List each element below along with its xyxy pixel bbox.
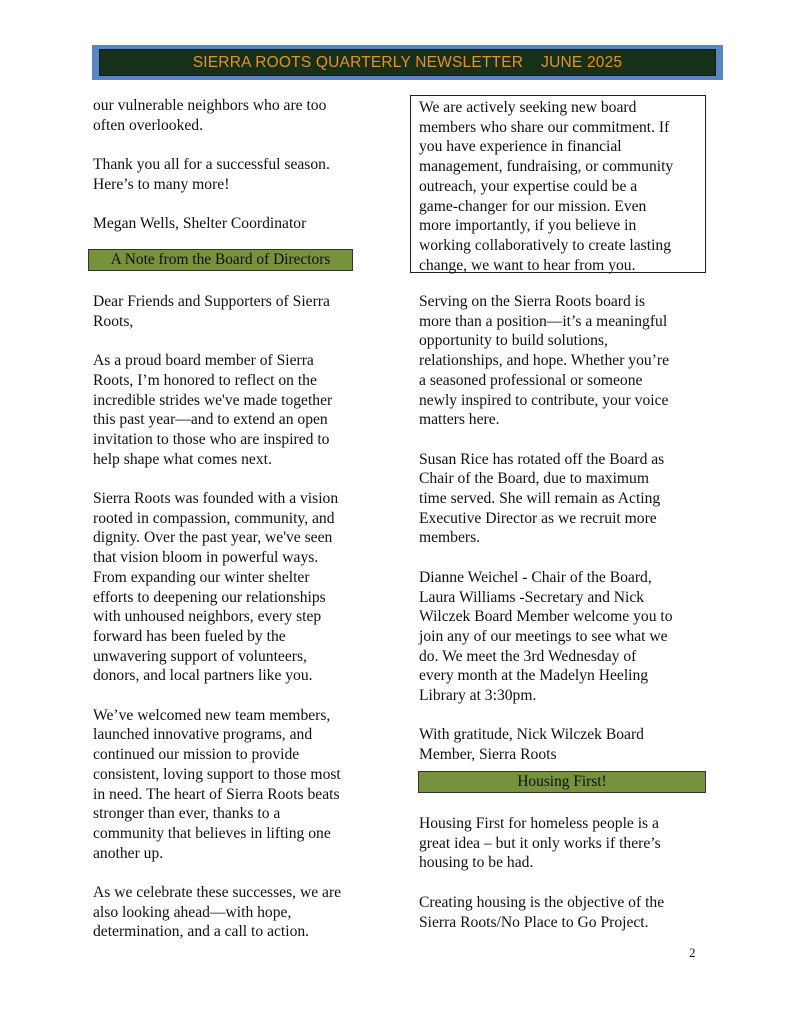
paragraph: As a proud board member of Sierra Roots, I’m honored to reflect on the incredible strides we've made together this past year—and to extend an open invitation to those who are inspired to help shape what comes next. — [93, 352, 333, 468]
paragraph: We’ve welcomed new team members, launched innovative programs, and continued our mission to provide consistent, loving support to those most in need. The heart of Sierra Roots beats stronger than ever, thanks to a community that believes in lifting one another up. — [93, 706, 341, 862]
left-column — [93, 96, 393, 234]
newsletter-banner — [92, 45, 723, 80]
salutation: Dear Friends and Supporters of Sierra Roots, — [93, 293, 330, 330]
board-recruitment-callout — [410, 95, 706, 273]
right-column-housing — [419, 814, 719, 932]
banner-inner — [99, 49, 716, 76]
page-number: 2 — [689, 945, 696, 960]
paragraph: our vulnerable neighbors who are too often overlooked. — [93, 97, 327, 134]
paragraph: As we celebrate these successes, we are also looking ahead—with hope, determination, and a call to action. — [93, 884, 342, 941]
right-column — [419, 292, 719, 765]
callout-text: We are actively seeking new board members who share our commitment. If you have experience in financial management, fundraising, or community outreach, your expertise could be a game-changer for our mission. Even more importantly, if you believe in working collaboratively to create lasting change, we want to hear from you. — [419, 99, 674, 274]
section-heading-housing-first: Housing First! — [418, 771, 706, 793]
paragraph: Susan Rice has rotated off the Board as Chair of the Board, due to maximum time served. She will remain as Acting Executive Director as we recruit more members. — [419, 450, 665, 547]
section-heading-board: A Note from the Board of Directors — [88, 249, 353, 271]
newsletter-title: SIERRA ROOTS QUARTERLY NEWSLETTER JUNE 2025 — [192, 53, 623, 71]
paragraph: Sierra Roots was founded with a vision rooted in compassion, community, and dignity. Over the past year, we've seen that vision bloom in powerful ways. From expanding our winter shelter efforts to deepening our relationships with unhoused neighbors, every step forward has been fueled by the unwavering support of volunteers, donors, and local partners like you. — [93, 490, 339, 685]
signature-line: Megan Wells, Shelter Coordinator — [93, 215, 307, 233]
paragraph: Serving on the Sierra Roots board is more than a position—it’s a meaningful opportunity to build solutions, relationships, and hope. Whether you’re a seasoned professional or someone newly inspired to contribute, your voice matters here. — [419, 293, 670, 429]
signature-line: With gratitude, Nick Wilczek Board Member, Sierra Roots — [419, 726, 644, 764]
paragraph: Dianne Weichel - Chair of the Board, Laura Williams -Secretary and Nick Wilczek Board Member welcome you to join any of our meetings to see what we do. We meet the 3rd Wednesday of every month at the Madelyn Heeling Library at 3:30pm. — [419, 568, 673, 705]
paragraph: Housing First for homeless people is a great idea – but it only works if there’s housing to be had. — [419, 815, 661, 872]
paragraph: Thank you all for a successful season. Here’s to many more! — [93, 156, 330, 193]
paragraph: Creating housing is the objective of the Sierra Roots/No Place to Go Project. — [419, 893, 665, 931]
left-column-board-note — [93, 292, 393, 942]
